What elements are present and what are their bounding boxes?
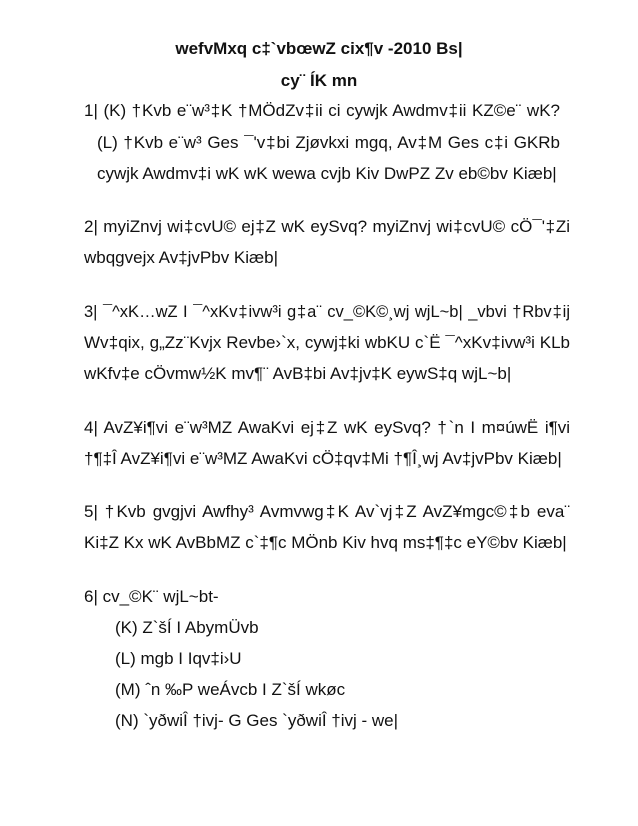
question-1-line-2: (L) †Kvb e¨w³ Ges ¯'v‡bi Zjøvkxi mgq, Av‡M Ges c‡i GKRb [97, 133, 560, 152]
question-1-line-3: cywjk Awdmv‡i wK wK wewa cvjb Kiv DwPZ Zv eb©bv Kiæb| [97, 164, 557, 183]
question-2-line-2: wbqgvejx Av‡jvPbv Kiæb| [84, 248, 279, 267]
question-5-line-2: Ki‡Z Kx wK AvBbMZ c`‡¶c MÖnb Kiv hvq ms‡¶‡c eY©bv Kiæb| [84, 533, 567, 552]
question-3-line-2: Wv‡qix, g„Zz¨Kvjx Revbe›`x, cywj‡ki wbKU c`Ë ¯^xKv‡ivw³i KLb [84, 333, 570, 352]
question-3-line-1: 3| ¯^xK…wZ I ¯^xKv‡ivw³i g‡a¨ cv_©K©¸wj wjL~b| _vbvi †Rbv‡ij [84, 303, 570, 321]
question-2-line-1: 2| myiZnvj wi‡cvU© ej‡Z wK eySvq? myiZnvj wi‡cvU© cÖ¯'‡Zi [84, 217, 570, 236]
question-6-item-n: (N) `yðwiÎ †ivj- G Ges `yðwiÎ †ivj - we| [115, 711, 399, 730]
question-3-line-3: wKfv‡e cÖvmw½K mv¶¨ AvB‡bi Av‡jv‡K eywS‡q wjL~b| [84, 364, 512, 383]
question-4-line-2: †¶‡Î AvZ¥i¶vi e¨w³MZ AwaKvi cÖ‡qv‡Mi †¶Î¸wj Av‡jvPbv Kiæb| [84, 449, 562, 468]
exam-title: wefvMxq c‡`vbœwZ cix¶v -2010 Bs| [175, 39, 463, 58]
question-5-line-1: 5| †Kvb gvgjvi Awfhy³ Avmvwg‡K Av`vj‡Z AvZ¥mgc©‡b eva¨ [84, 502, 570, 521]
question-4-line-1: 4| AvZ¥i¶vi e¨w³MZ AwaKvi ej‡Z wK eySvq? †`n I m¤úwË i¶vi [84, 418, 570, 437]
question-1-line-1: 1| (K) †Kvb e¨w³‡K †MÖdZv‡ii ci cywjk Awdmv‡ii KZ©e¨ wK? [84, 101, 560, 120]
exam-subtitle: cy¨ ÍK mn [280, 71, 358, 90]
question-6-line-1: 6| cv_©K¨ wjL~bt- [84, 587, 219, 606]
question-6-item-l: (L) mgb I Iqv‡i›U [115, 649, 242, 668]
question-6-item-k: (K) Z`šÍ I AbymÜvb [115, 618, 259, 637]
question-6-item-m: (M) ˆn ‰P weÁvcb I Z`šÍ wkøc [115, 680, 346, 699]
